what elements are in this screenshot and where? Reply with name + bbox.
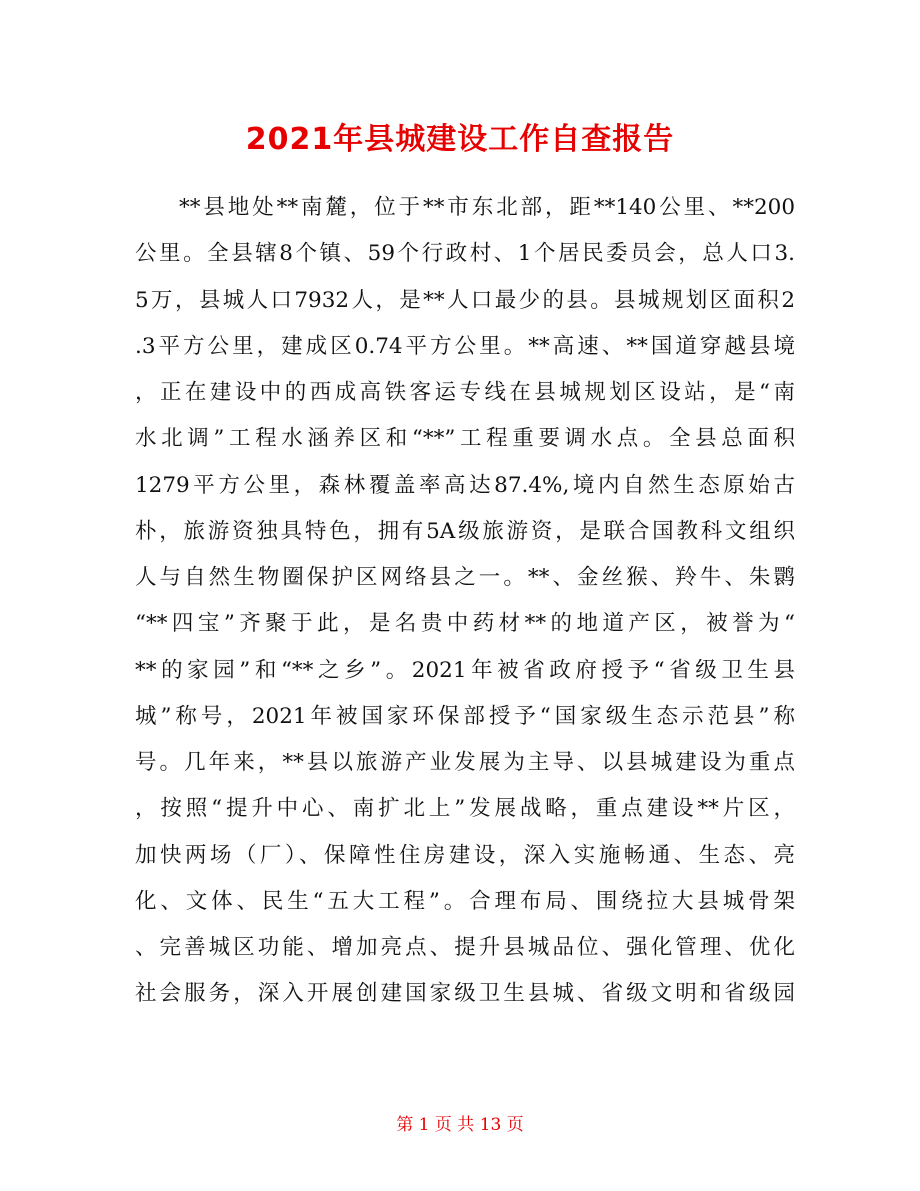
paragraph-line: 人与自然生物圈保护区网络县之一。**、金丝猴、羚牛、朱鹮: [135, 565, 795, 590]
paragraph-line: 化、文体、民生“五大工程”。合理布局、围绕拉大县城骨架: [135, 888, 795, 914]
paragraph-line: 水北调”工程水涵养区和“**”工程重要调水点。全县总面积: [135, 426, 795, 452]
paragraph-line: ，正在建设中的西成高铁客运专线在县城规划区设站，是“南: [135, 380, 795, 405]
paragraph-line: .3平方公里，建成区0.74平方公里。**高速、**国道穿越县境: [135, 333, 795, 359]
paragraph-line: 、完善城区功能、增加亮点、提升县城品位、强化管理、优化: [135, 935, 795, 960]
page-title: 2021年县城建设工作自查报告: [245, 122, 675, 157]
paragraph-line: **的家园”和“**之乡”。2021年被省政府授予“省级卫生县: [135, 657, 795, 683]
paragraph-line: 1279平方公里，森林覆盖率高达87.4%,境内自然生态原始古: [135, 472, 795, 498]
paragraph-line: ，按照“提升中心、南扩北上”发展战略，重点建设**片区，: [135, 796, 795, 822]
paragraph-line: 号。几年来，**县以旅游产业发展为主导、以县城建设为重点: [135, 750, 795, 775]
paragraph-line: 社会服务，深入开展创建国家级卫生县城、省级文明和省级园: [135, 981, 795, 1007]
paragraph-line: 5万，县城人口7932人，是**人口最少的县。县城规划区面积2: [135, 287, 795, 313]
paragraph-line: “**四宝”齐聚于此，是名贵中药材**的地道产区，被誉为“: [135, 611, 795, 637]
page-number-footer: 第 1 页 共 13 页: [396, 1115, 524, 1135]
paragraph-line: 朴，旅游资独具特色，拥有5A级旅游资，是联合国教科文组织: [135, 518, 795, 544]
paragraph-line: 加快两场（厂）、保障性住房建设，深入实施畅通、生态、亮: [135, 842, 795, 868]
paragraph-line: 公里。全县辖8个镇、59个行政村、1个居民委员会，总人口3.: [135, 241, 795, 267]
paragraph-line: 城”称号，2021年被国家环保部授予“国家级生态示范县”称: [135, 703, 795, 729]
paragraph-line: **县地处**南麓，位于**市东北部，距**140公里、**200: [179, 195, 795, 220]
body-paragraph: [135, 185, 795, 1018]
